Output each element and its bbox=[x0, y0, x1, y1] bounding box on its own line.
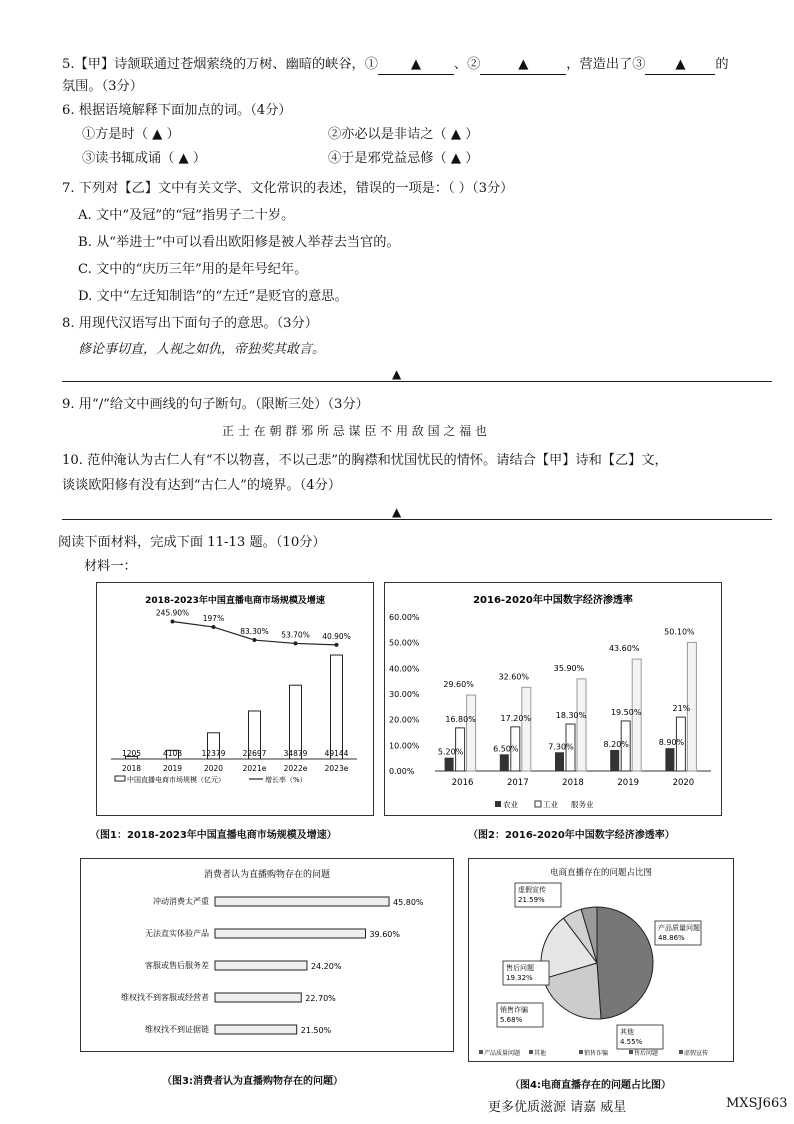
bar-agriculture bbox=[445, 758, 454, 771]
bar-value-label: 1205 bbox=[121, 749, 142, 758]
legend-swatch-size bbox=[115, 776, 125, 781]
service-label: 35.90% bbox=[553, 663, 585, 673]
industry-label: 16.80% bbox=[445, 714, 476, 724]
bar bbox=[215, 1025, 297, 1034]
legend-industry: 工业 bbox=[543, 800, 558, 809]
figure-1-caption: （图1：2018-2023年中国直播电商市场规模及增速） bbox=[90, 830, 337, 841]
rate-point bbox=[212, 625, 216, 629]
legend-swatch bbox=[579, 1050, 583, 1054]
y-tick-label: 20.00% bbox=[389, 715, 420, 725]
figure-4-caption: （图4:电商直播存在的问题占比图） bbox=[510, 1080, 671, 1091]
q7-option-c: C. 文中的“庆历三年”用的是年号纪年。 bbox=[78, 262, 308, 277]
slice-label: 销售诈骗 bbox=[500, 1006, 528, 1014]
category-label: 维权找不到客服或经营者 bbox=[121, 993, 209, 1002]
slice-value: 4.55% bbox=[620, 1038, 643, 1046]
chart-1-title: 2018-2023年中国直播电商市场规模及增速 bbox=[145, 596, 325, 606]
industry-label: 21% bbox=[672, 704, 691, 714]
legend-item: 虚假宣传 bbox=[684, 1050, 709, 1057]
slice-value: 19.32% bbox=[506, 974, 533, 982]
q6-item-3: ③读书辄成诵（ ▲ ） bbox=[82, 151, 207, 166]
q5-text-b: 、② bbox=[453, 57, 481, 72]
footer-code: MXSJ663 bbox=[726, 1096, 788, 1111]
service-label: 50.10% bbox=[664, 627, 695, 637]
q9-title: 9. 用“/”给文中画线的句子断句。（限断三处）（3分） bbox=[62, 397, 369, 412]
q7-option-a: A. 文中“及冠”的“冠”指男子二十岁。 bbox=[78, 208, 295, 223]
rate-point bbox=[294, 641, 298, 645]
category-label: 无法直实体验产品 bbox=[145, 929, 209, 938]
q7-option-d: D. 文中“左迁知制诰”的“左迁”是贬官的意思。 bbox=[78, 289, 348, 304]
bar-value-label: 24.20% bbox=[310, 962, 342, 971]
y-tick-label: 30.00% bbox=[389, 690, 420, 699]
service-label: 32.60% bbox=[498, 672, 530, 682]
x-tick-label: 2019 bbox=[162, 764, 183, 773]
y-tick-label: 50.00% bbox=[389, 638, 420, 648]
x-tick-label: 2019 bbox=[617, 778, 640, 788]
figure-2-caption: （图2：2016-2020年中国数字经济渗透率） bbox=[468, 830, 675, 841]
chart-2-panel bbox=[384, 582, 722, 816]
q10-line2: 谈谈欧阳修有没有达到“古仁人”的境界。（4分） bbox=[62, 478, 342, 493]
q6-item-1: ①方是时（ ▲ ） bbox=[82, 127, 180, 142]
answer-line[interactable] bbox=[62, 519, 772, 520]
q7-title: 7. 下列对【乙】文中有关文学、文化常识的表述，错误的一项是：（ ）（3分） bbox=[62, 181, 514, 196]
slice-value: 5.68% bbox=[500, 1016, 523, 1024]
bar bbox=[215, 897, 389, 906]
legend-size: 中国直播电商市场规模（亿元） bbox=[127, 776, 225, 784]
bar-agriculture bbox=[610, 750, 619, 771]
legend-item: 其他 bbox=[534, 1050, 547, 1057]
q7-option-b: B. 从“举进士”中可以看出欧阳修是被人举荐去当官的。 bbox=[78, 235, 400, 250]
y-tick-label: 10.00% bbox=[389, 741, 420, 751]
footer-text: 更多优质滋源 请嘉 威星 bbox=[488, 1100, 627, 1115]
legend-swatch-industry bbox=[535, 801, 541, 807]
legend-rate: 增长率（%） bbox=[265, 776, 307, 784]
bar-agriculture bbox=[555, 752, 564, 771]
answer-marker: ▲ bbox=[392, 367, 402, 381]
reading-instruction: 阅读下面材料，完成下面 11-13 题。（10分） bbox=[58, 535, 326, 550]
slice-label: 虚假宣传 bbox=[518, 886, 546, 894]
blank-3[interactable]: ▲ bbox=[645, 56, 715, 75]
q8-title: 8. 用现代汉语写出下面句子的意思。（3分） bbox=[62, 316, 318, 331]
q6-title: 6. 根据语境解释下面加点的词。（4分） bbox=[62, 103, 292, 118]
legend-item: 售后问题 bbox=[634, 1050, 659, 1057]
service-label: 29.60% bbox=[443, 680, 474, 690]
y-tick-label: 40.00% bbox=[389, 664, 420, 674]
x-tick-label: 2020 bbox=[672, 778, 695, 788]
category-label: 客服或售后服务差 bbox=[145, 961, 209, 970]
x-tick-label: 2018 bbox=[121, 764, 142, 773]
slice-label: 售后问题 bbox=[506, 964, 534, 972]
agriculture-label: 5.20% bbox=[437, 747, 464, 757]
legend-agriculture: 农业 bbox=[503, 800, 518, 809]
legend-swatch bbox=[529, 1050, 533, 1054]
bar-value-label: 49144 bbox=[324, 749, 349, 758]
answer-line[interactable] bbox=[62, 381, 772, 382]
y-tick-label: 60.00% bbox=[389, 613, 420, 622]
service-label: 43.60% bbox=[608, 644, 640, 654]
chart-3-panel bbox=[80, 858, 454, 1052]
x-tick-label: 2016 bbox=[451, 778, 474, 788]
slice-value: 48.86% bbox=[658, 934, 685, 942]
bar bbox=[331, 655, 343, 759]
legend-swatch bbox=[629, 1050, 633, 1054]
blank-1[interactable]: ▲ bbox=[378, 56, 454, 75]
q6-item-2: ②亦必以是非诘之（ ▲ ） bbox=[328, 127, 479, 142]
q10-line1: 10. 范仲淹认为古仁人有“不以物喜，不以己悲”的胸襟和忧国忧民的情怀。请结合【甲】诗和【乙】文， bbox=[62, 453, 668, 468]
rate-label: 83.30% bbox=[240, 627, 269, 637]
x-tick-label: 2023e bbox=[324, 764, 349, 773]
material-label: 材料一： bbox=[84, 559, 137, 574]
slice-label: 其他 bbox=[620, 1028, 634, 1036]
bar bbox=[215, 929, 365, 938]
legend-item: 产品质量问题 bbox=[484, 1050, 521, 1057]
q5-text-a: 5.【甲】诗颔联通过苍烟萦绕的万树、幽暗的峡谷，① bbox=[62, 57, 378, 72]
industry-label: 19.50% bbox=[610, 707, 642, 717]
q5-line2: 氛围。（3分） bbox=[62, 79, 143, 94]
y-tick-label: 0.00% bbox=[389, 767, 415, 776]
industry-label: 17.20% bbox=[500, 713, 532, 723]
bar-agriculture bbox=[665, 748, 674, 771]
bar-value-label: 45.80% bbox=[393, 898, 424, 907]
bar bbox=[215, 993, 301, 1002]
bar-value-label: 39.60% bbox=[369, 930, 400, 939]
chart-1-panel bbox=[96, 582, 374, 816]
rate-label: 53.70% bbox=[281, 630, 310, 640]
chart-1 bbox=[97, 583, 373, 815]
rate-label: 245.90% bbox=[155, 608, 190, 618]
q9-sentence: 正 士 在 朝 群 邪 所 忌 谋 臣 不 用 敌 国 之 福 也 bbox=[222, 424, 488, 438]
legend-swatch-agriculture bbox=[495, 801, 501, 807]
q5-text-d: 的 bbox=[715, 57, 729, 72]
category-label: 维权找不到证据链 bbox=[145, 1025, 209, 1034]
legend-swatch bbox=[679, 1050, 683, 1054]
rate-point bbox=[335, 643, 339, 647]
bar-service bbox=[522, 687, 531, 771]
agriculture-label: 8.20% bbox=[603, 739, 629, 749]
x-tick-label: 2020 bbox=[203, 764, 224, 773]
legend-swatch bbox=[479, 1050, 483, 1054]
bar-service bbox=[467, 695, 476, 771]
chart-4-title: 电商直播存在的问题占比图 bbox=[549, 868, 653, 878]
industry-label: 18.30% bbox=[555, 711, 587, 721]
x-tick-label: 2018 bbox=[562, 778, 584, 788]
rate-label: 197% bbox=[202, 614, 225, 624]
bar-agriculture bbox=[500, 754, 509, 771]
bar bbox=[290, 685, 302, 759]
bar bbox=[215, 961, 307, 970]
legend-service: 服务业 bbox=[571, 800, 594, 809]
bar-value-label: 34879 bbox=[283, 749, 308, 758]
slice-value: 21.59% bbox=[518, 896, 545, 904]
bar-service bbox=[577, 679, 586, 771]
bar-value-label: 12379 bbox=[201, 749, 226, 758]
chart-2-title: 2016-2020年中国数字经济渗透率 bbox=[473, 595, 633, 606]
chart-2 bbox=[385, 583, 721, 815]
agriculture-label: 8.90% bbox=[658, 738, 685, 748]
bar-value-label: 21.50% bbox=[300, 1026, 332, 1035]
pie-slice bbox=[597, 907, 653, 1019]
legend-item: 销售诈骗 bbox=[584, 1050, 609, 1057]
q5-text-c: ，营造出了③ bbox=[566, 57, 646, 72]
agriculture-label: 7.30% bbox=[548, 742, 574, 752]
bar-value-label: 4108 bbox=[162, 749, 183, 758]
rate-label: 40.90% bbox=[322, 631, 351, 641]
chart-3-title: 消费者认为直播购物存在的问题 bbox=[203, 870, 331, 880]
chart-4 bbox=[469, 859, 733, 1061]
q8-sentence: 修论事切直，人视之如仇，帝独奖其敢言。 bbox=[78, 342, 326, 357]
chart-4-panel bbox=[468, 858, 734, 1062]
chart-3 bbox=[81, 859, 453, 1051]
x-tick-label: 2022e bbox=[283, 764, 308, 773]
rate-point bbox=[171, 619, 175, 623]
bar-value-label: 22.70% bbox=[305, 994, 336, 1003]
agriculture-label: 6.50% bbox=[493, 744, 519, 754]
figure-3-caption: （图3:消费者认为直播购物存在的问题） bbox=[162, 1076, 343, 1087]
q5-line1 bbox=[62, 56, 729, 75]
slice-label: 产品质量问题 bbox=[658, 924, 700, 932]
x-tick-label: 2017 bbox=[506, 778, 529, 788]
bar-value-label: 22697 bbox=[242, 749, 267, 758]
x-tick-label: 2021e bbox=[242, 764, 267, 773]
answer-marker: ▲ bbox=[392, 505, 402, 519]
blank-2[interactable]: ▲ bbox=[480, 56, 566, 75]
q6-item-4: ④于是邪党益忌修（ ▲ ） bbox=[328, 151, 479, 166]
rate-point bbox=[253, 638, 257, 642]
category-label: 冲动消费太严重 bbox=[153, 897, 209, 906]
